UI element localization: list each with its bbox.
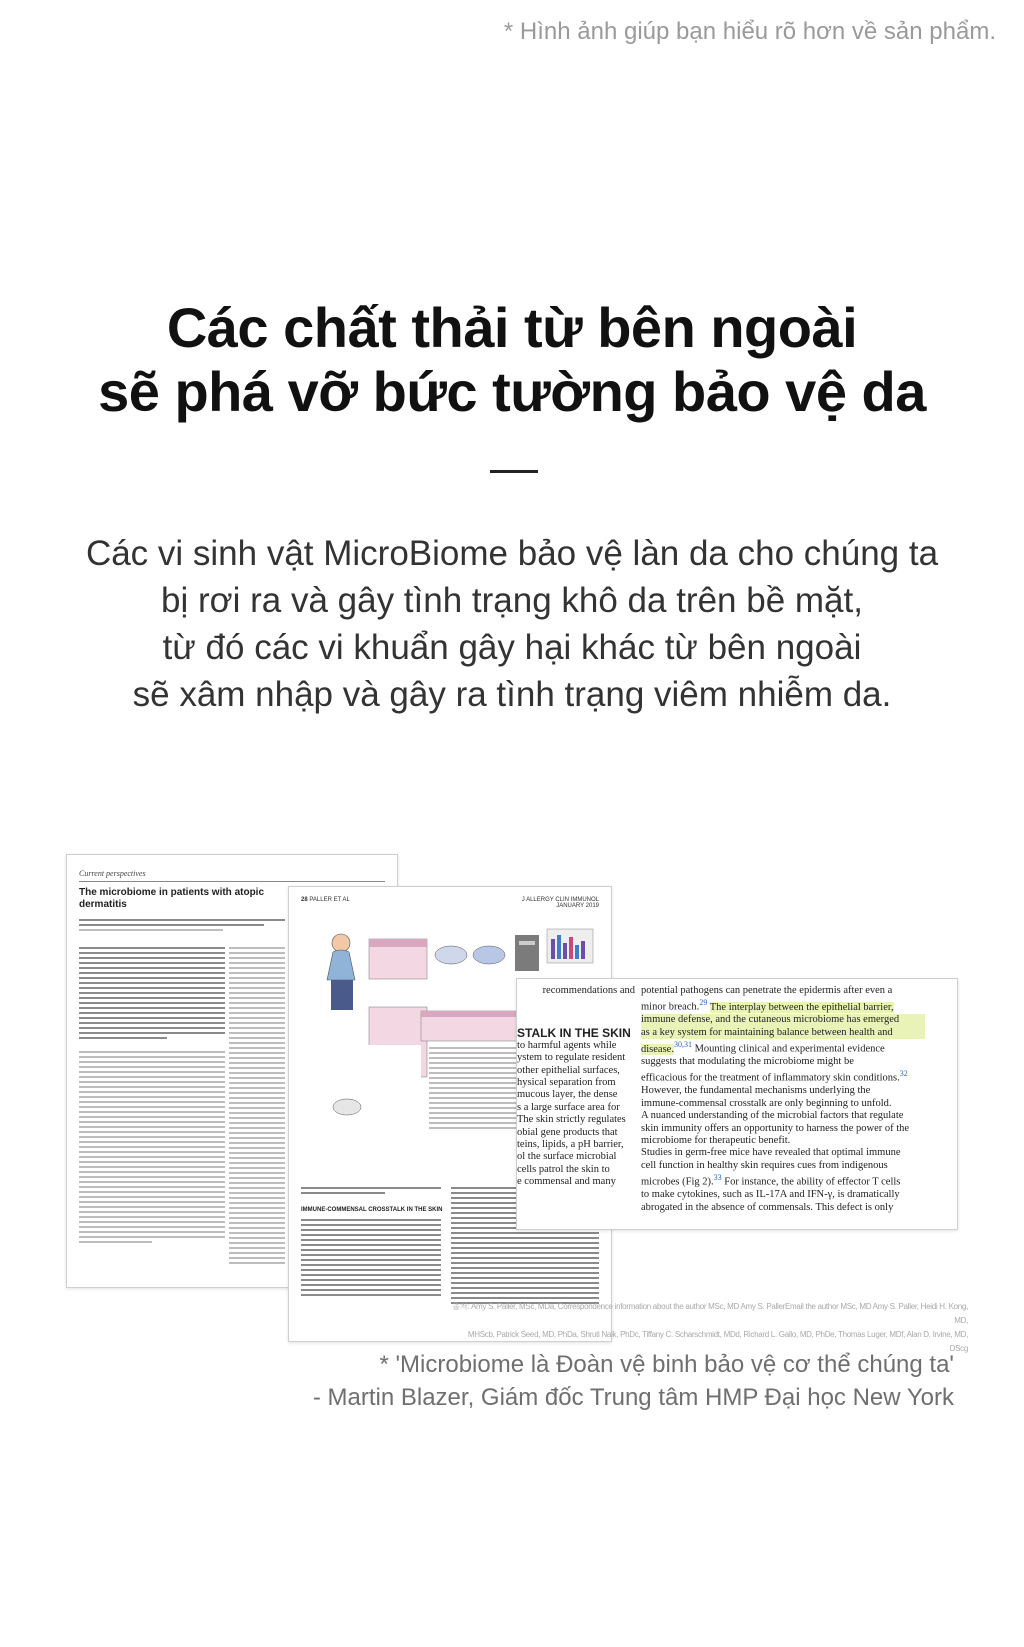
source-citation-line-1: 출처: Amy S. Paller, MSc, MDa, Correspondence information about the author MSc, MD Amy S. PallerEmail the author MSc, MD Amy S. Paller, Heidi H. Kong, MD, <box>452 1302 968 1325</box>
paper-3-left-line: ol the surface microbial <box>517 1151 617 1163</box>
paper-3-left-heading: STALK IN THE SKIN <box>517 1026 631 1041</box>
paper-2-journal-name: J ALLERGY CLIN IMMUNOL <box>521 897 599 903</box>
paper-3-left-line: s a large surface area for <box>517 1101 620 1113</box>
paper-abstract-lines <box>79 947 225 1042</box>
body-line-3: từ đó các vi khuẩn gây hại khác từ bên ngoài <box>162 628 862 667</box>
body-line-1: Các vi sinh vật MicroBiome bảo vệ làn da cho chúng ta <box>85 534 939 573</box>
paper-2-section-heading: IMMUNE-COMMENSAL CROSSTALK IN THE SKIN <box>301 1207 443 1213</box>
paper-3-right-line: skin immunity offers an opportunity to harness the power of the <box>641 1122 910 1134</box>
paper-3-left-line: obial gene products that <box>517 1126 618 1138</box>
paper-3-left-line: The skin strictly regulates <box>517 1114 626 1126</box>
paper-3-right-line: abrogated in the absence of commensals. This defect is only <box>641 1201 894 1213</box>
paper-2-authors: PALLER ET AL <box>309 897 350 903</box>
body-text <box>0 530 1024 718</box>
paper-3-right-line: Studies in germ-free mice have revealed that optimal immune <box>641 1147 901 1159</box>
headline-line-2: sẽ phá vỡ bức tường bảo vệ da <box>98 360 926 423</box>
paper-3-right-line: microbiome for therapeutic benefit. <box>641 1134 791 1146</box>
paper-3-left-top: recommendations and <box>542 985 635 996</box>
paper-3-right-line: efficacious for the treatment of inflammatory skin conditions.$^{32}$ <box>641 1069 908 1084</box>
paper-2-journal <box>522 897 599 909</box>
paper-3-right-line: immune defense, and the cutaneous microbiome has emerged <box>641 1014 925 1026</box>
paper-column-lines <box>229 947 285 1267</box>
paper-title: The microbiome in patients with atopic dermatitis <box>79 887 265 910</box>
paper-3-left-line: mucous layer, the dense <box>517 1089 618 1101</box>
paper-2-page-number: 28 <box>301 897 308 903</box>
headline-line-1: Các chất thải từ bên ngoài <box>166 296 858 359</box>
headline <box>0 296 1024 424</box>
paper-2-body-left <box>301 1219 441 1299</box>
paper-3-left-line: cells patrol the skin to <box>517 1163 610 1175</box>
paper-3-right-line: microbes (Fig 2).$^{33}$ For instance, the ability of effector T cells <box>641 1173 901 1188</box>
divider-dash <box>490 470 538 473</box>
paper-3-right-line: immune-commensal crosstalk are only beginning to unfold. <box>641 1097 892 1109</box>
paper-3-right-line: as a key system for maintaining balance between health and <box>641 1027 925 1039</box>
paper-3-left-line: e commensal and many <box>517 1176 616 1188</box>
paper-3-right-column <box>641 985 925 1214</box>
paper-2-header <box>301 897 599 909</box>
paper-3-right-line: minor breach.$^{29}$ The interplay between the epithelial barrier, <box>641 998 894 1013</box>
paper-author-lines <box>79 919 285 934</box>
paper-collage-image <box>60 850 960 1370</box>
paper-3-right-line: suggests that modulating the microbiome might be <box>641 1056 854 1068</box>
paper-3-right-line: to make cytokines, such as IL-17A and IFN-γ, is dramatically <box>641 1189 900 1201</box>
top-note: * Hình ảnh giúp bạn hiểu rõ hơn về sản phẩm. <box>503 18 996 45</box>
paper-page-3-zoom <box>516 978 958 1230</box>
paper-3-right-line: A nuanced understanding of the microbial factors that regulate <box>641 1110 904 1122</box>
paper-3-right-line: cell function in healthy skin requires cues from indigenous <box>641 1159 888 1171</box>
paper-3-left-line: hysical separation from <box>517 1077 616 1089</box>
paper-2-journal-date: JANUARY 2019 <box>556 903 599 909</box>
paper-3-right-line: potential pathogens can penetrate the epidermis after even a <box>641 985 893 996</box>
paper-journal-label: Current perspectives <box>79 869 146 878</box>
quote <box>313 1348 954 1414</box>
paper-rule <box>79 881 385 882</box>
paper-3-left-column <box>517 985 635 1189</box>
paper-footnote-lines <box>79 1051 225 1246</box>
paper-3-right-line: disease.$^{30,31}$ Mounting clinical and experimental evidence <box>641 1040 885 1055</box>
quote-line-2: - Martin Blazer, Giám đốc Trung tâm HMP Đại học New York <box>312 1384 954 1411</box>
paper-3-right-line: However, the fundamental mechanisms underlying the <box>641 1085 871 1097</box>
body-line-4: sẽ xâm nhập và gây ra tình trạng viêm nhiễm da. <box>132 675 892 714</box>
body-line-2: bị rơi ra và gây tình trạng khô da trên bề mặt, <box>161 581 863 620</box>
paper-3-left-line: teins, lipids, a pH barrier, <box>517 1139 624 1151</box>
paper-3-left-line: other epithelial surfaces, <box>517 1064 620 1076</box>
source-citation-line-2: MHScb, Patrick Seed, MD, PhDa, Shruti Naik, PhDc, Tiffany C. Scharschmidt, MDd, Richard L. Gallo, MD, PhDe, Thomas Luger, MDf, Alan D. Irvine, MD, DScg <box>467 1330 968 1353</box>
paper-3-left-line: to harmful agents while <box>517 1039 617 1051</box>
paper-2-column-left <box>301 1187 441 1197</box>
quote-line-1: * 'Microbiome là Đoàn vệ binh bảo vệ cơ thể chúng ta' <box>379 1351 954 1378</box>
paper-3-left-line: ystem to regulate resident <box>517 1052 626 1064</box>
